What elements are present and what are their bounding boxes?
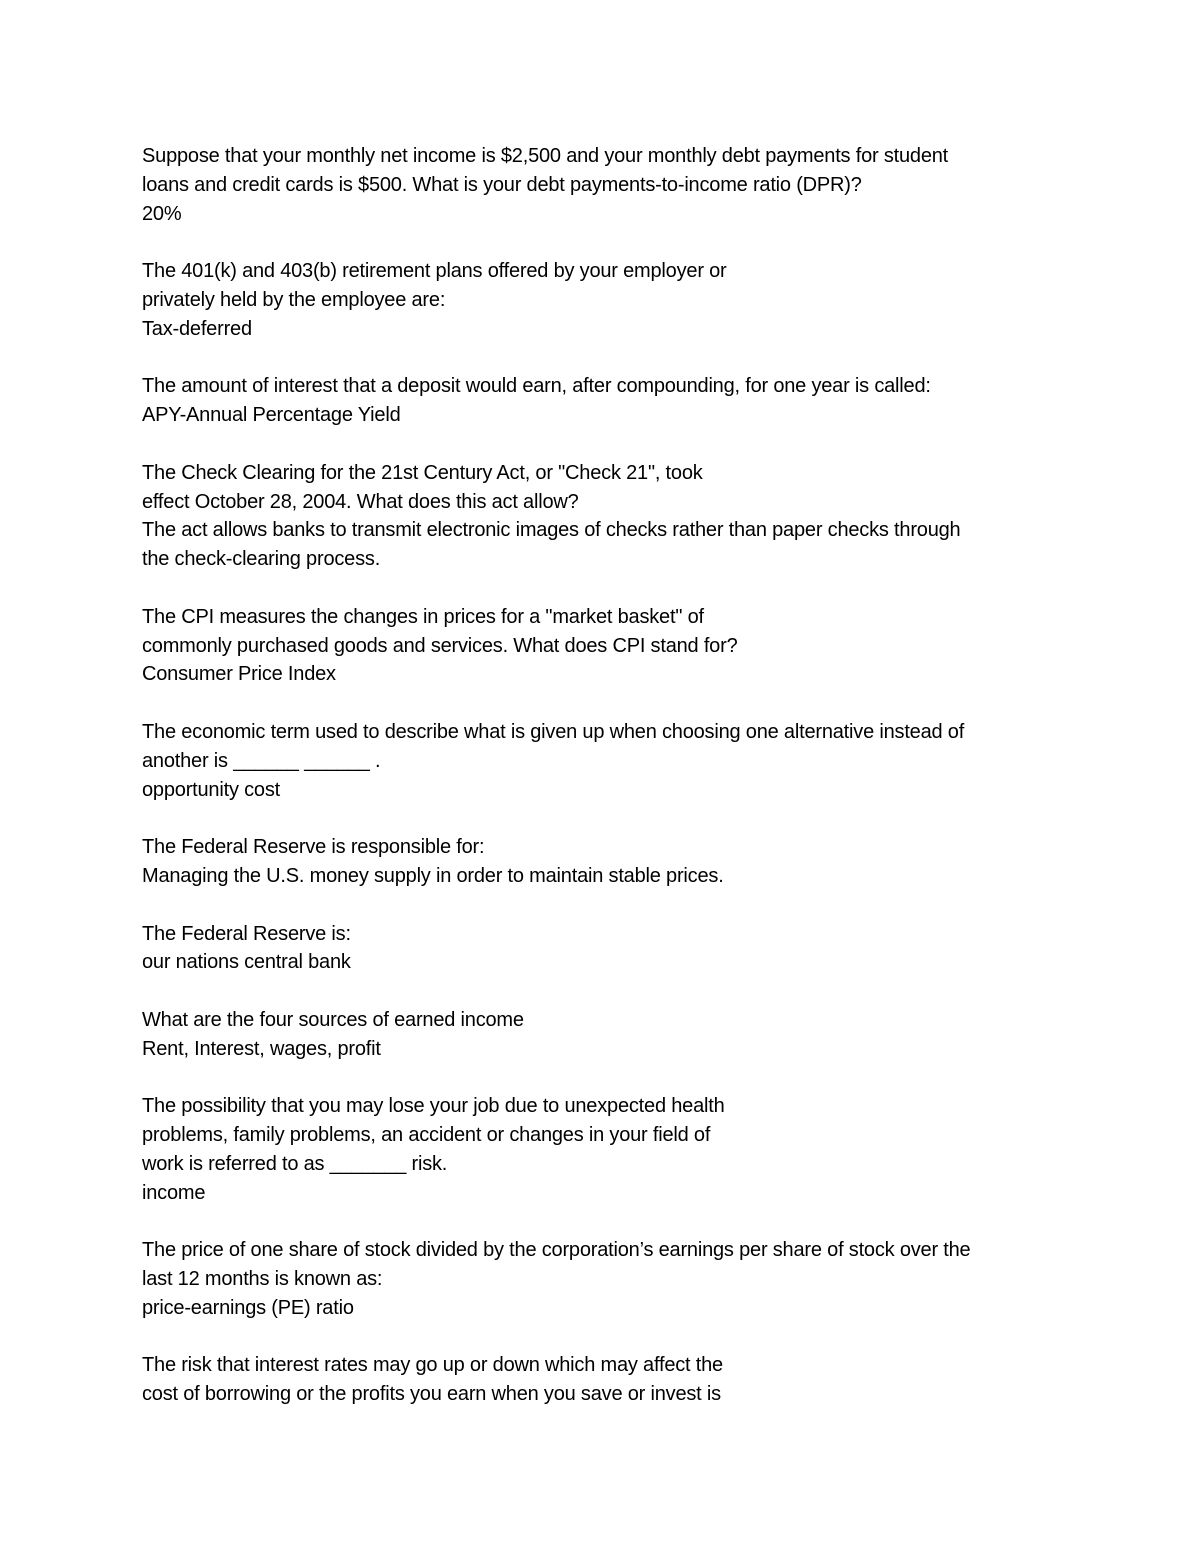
question-line: The amount of interest that a deposit would earn, after compounding, for one year is called:: [142, 375, 931, 398]
qa-block-fed-definition: [142, 920, 1072, 978]
qa-block-income-risk: [142, 1092, 1072, 1207]
qa-block-earned-income: [142, 1006, 1072, 1064]
question-line: last 12 months is known as:: [142, 1268, 383, 1291]
question-line: commonly purchased goods and services. What does CPI stand for?: [142, 634, 738, 657]
answer-line: the check-clearing process.: [142, 548, 381, 571]
answer-line: The act allows banks to transmit electronic images of checks rather than paper checks through: [142, 519, 961, 542]
qa-block-opportunity-cost: [142, 718, 1072, 804]
answer-line: Rent, Interest, wages, profit: [142, 1037, 381, 1060]
question-line: The 401(k) and 403(b) retirement plans offered by your employer or: [142, 260, 727, 283]
answer-line: price-earnings (PE) ratio: [142, 1296, 354, 1319]
answer-line: APY-Annual Percentage Yield: [142, 404, 401, 427]
answer-line: Managing the U.S. money supply in order to maintain stable prices.: [142, 864, 724, 887]
question-line: problems, family problems, an accident or changes in your field of: [142, 1124, 711, 1147]
document-body: [142, 142, 1072, 1438]
qa-block-interest-rate-risk: [142, 1351, 1072, 1409]
question-line: What are the four sources of earned income: [142, 1008, 524, 1031]
question-line: The CPI measures the changes in prices for a "market basket" of: [142, 605, 704, 628]
qa-block-cpi: [142, 603, 1072, 689]
answer-line: income: [142, 1181, 206, 1204]
question-line: loans and credit cards is $500. What is your debt payments-to-income ratio (DPR)?: [142, 173, 862, 196]
question-line: work is referred to as _______ risk.: [142, 1152, 448, 1175]
question-line: The Federal Reserve is responsible for:: [142, 836, 485, 859]
question-line: The economic term used to describe what is given up when choosing one alternative instead of: [142, 720, 965, 743]
question-line: another is ______ ______ .: [142, 749, 381, 772]
answer-line: our nations central bank: [142, 951, 351, 974]
question-line: The price of one share of stock divided by the corporation’s earnings per share of stock over the: [142, 1239, 971, 1262]
question-line: The possibility that you may lose your job due to unexpected health: [142, 1095, 725, 1118]
question-line: The Federal Reserve is:: [142, 922, 351, 945]
qa-block-fed-responsibility: [142, 833, 1072, 891]
qa-block-apy: [142, 372, 1072, 430]
answer-line: Tax-deferred: [142, 317, 252, 340]
question-line: effect October 28, 2004. What does this act allow?: [142, 490, 579, 513]
answer-line: opportunity cost: [142, 778, 280, 801]
answer-line: 20%: [142, 202, 182, 225]
question-line: Suppose that your monthly net income is $2,500 and your monthly debt payments for student: [142, 145, 949, 167]
qa-block-retirement-plans: [142, 257, 1072, 343]
question-line: The Check Clearing for the 21st Century Act, or "Check 21", took: [142, 461, 703, 484]
qa-block-pe-ratio: [142, 1236, 1072, 1322]
qa-block-check-21: [142, 459, 1072, 574]
question-line: cost of borrowing or the profits you earn when you save or invest is: [142, 1383, 721, 1406]
answer-line: Consumer Price Index: [142, 663, 336, 686]
question-line: The risk that interest rates may go up or down which may affect the: [142, 1354, 723, 1377]
qa-block-dpr: [142, 142, 1072, 228]
question-line: privately held by the employee are:: [142, 288, 446, 311]
